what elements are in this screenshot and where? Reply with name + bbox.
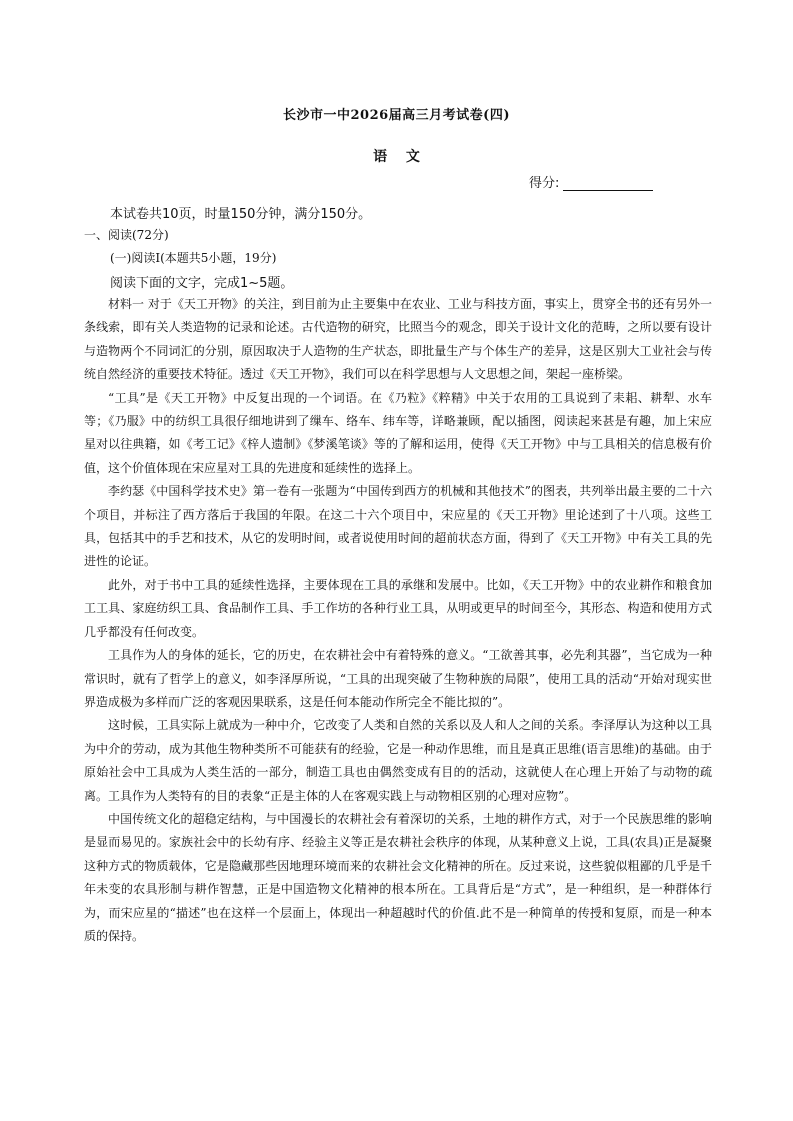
paragraph: 工具作为人的身体的延长，它的历史，在农耕社会中有着特殊的意义。“工欲善其事，必先利其器”，当它成为一种常识时，就有了哲学上的意义，如李泽厚所说，“工具的出现突破了生物种族的局限”，使用工具的活动“开始对现实世界造成极为多样而广泛的客观因果联系，这是任何本能动作所完全不能比拟的”。 [84, 648, 712, 709]
subject-heading: 语 文 [373, 149, 420, 165]
paragraph: “工具”是《天工开物》中反复出现的一个词语。在《乃粒》《粹精》中关于农用的工具说到了耒耜、耕犁、水车等；《乃服》中的纺织工具很仔细地讲到了缫车、络车、纬车等，详略兼顾，配以插图，阅读起来甚是有趣，加上宋应星对以往典籍，如《考工记》《梓人遗制》《梦溪笔谈》等的了解和运用，使得《天工开物》中与工具相关的信息极有价值，这个价值体现在宋应星对工具的先进度和延续性的选择上。 [84, 390, 712, 475]
score-field [529, 172, 653, 191]
exam-notice: 本试卷共10页，时量150分钟，满分150分。 [110, 207, 372, 222]
exam-title: 长沙市一中2026届高三月考试卷(四) [283, 108, 510, 123]
paragraph: 李约瑟《中国科学技术史》第一卷有一张题为“中国传到西方的机械和其他技术”的图表，共列举出最主要的二十六个项目，并标注了西方落后于我国的年限。在这二十六个项目中，宋应星的《天工开物》里论述到了十八项。这些工具，包括其中的手艺和技术，从它的发明时间，或者说使用时间的超前状态方面，得到了《天工开物》中有关工具的先进性的论证。 [84, 484, 712, 569]
paragraph: 材料一 对于《天工开物》的关注，到目前为止主要集中在农业、工业与科技方面，事实上，贯穿全书的还有另外一条线索，即有关人类造物的记录和论述。古代造物的研究，比照当今的观念，即关于设计文化的范畴，之所以要有设计与造物两个不同词汇的分别，原因取决于人造物的生产状态，即批量生产与个体生产的差异，这是区别大工业社会与传统自然经济的重要技术特征。透过《天工开物》，我们可以在科学思想与人文思想之间，架起一座桥梁。 [84, 297, 712, 382]
score-label: 得分: [529, 176, 560, 191]
section-heading: 一、阅读(72分) [84, 228, 169, 242]
paragraph: 这时候，工具实际上就成为一种中介，它改变了人类和自然的关系以及人和人之间的关系。李泽厚认为这种以工具为中介的劳动，成为其他生物种类所不可能获有的经验，它是一种动作思维，而且是真正思维(语言思维)的基础。由于原始社会中工具成为人类生活的一部分，制造工具也由偶然变成有目的的活动，这就使人在心理上开始了与动物的疏离。工具作为人类特有的目的表象“正是主体的人在客观实践上与动物相区别的心理对应物”。 [84, 718, 712, 803]
paragraph: 中国传统文化的超稳定结构，与中国漫长的农耕社会有着深切的关系，土地的耕作方式，对于一个民族思维的影响是显而易见的。家族社会中的长幼有序、经验主义等正是农耕社会秩序的体现，从某种意义上说，工具(农具)正是凝聚这种方式的物质载体，它是隐藏那些因地理环境而来的农耕社会文化精神的所在。反过来说，这些貌似粗鄙的几乎是千年未变的农具形制与耕作智慧，正是中国造物文化精神的根本所在。工具背后是“方式”，是一种组织，是一种群体行为，而宋应星的“描述”也在这样一个层面上，体现出一种超越时代的价值.此不是一种简单的传授和复原，而是一种本质的保持。 [84, 811, 712, 943]
paragraph: 此外，对于书中工具的延续性选择，主要体现在工具的承继和发展中。比如，《天工开物》中的农业耕作和粮食加工工具、家庭纺织工具、食品制作工具、手工作坊的各种行业工具，从明或更早的时间至今，其形态、构造和使用方式几乎都没有任何改变。 [84, 577, 712, 639]
subsection-heading: (一)阅读Ⅰ(本题共5小题，19分) [110, 251, 277, 265]
score-blank-line [563, 176, 653, 191]
reading-instruction: 阅读下面的文字，完成1~5题。 [110, 276, 294, 291]
reading-passage [84, 293, 712, 948]
